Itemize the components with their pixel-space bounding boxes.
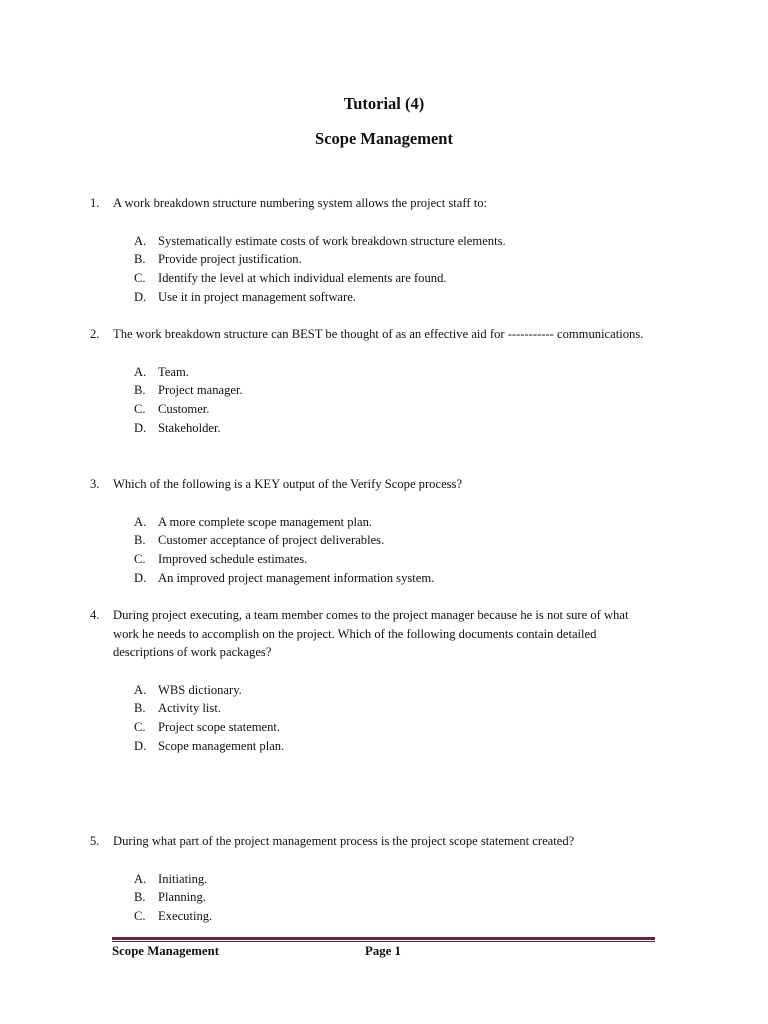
option-item (134, 400, 650, 419)
option-text: Executing. (158, 908, 213, 923)
option-item (134, 550, 650, 569)
question-2 (90, 325, 650, 437)
option-letter: C. (134, 908, 146, 923)
option-item (134, 363, 650, 382)
option-text: Systematically estimate costs of work breakdown structure elements. (158, 233, 506, 248)
footer-document-title: Scope Management (112, 944, 219, 958)
option-item (134, 288, 650, 307)
option-letter: A. (134, 514, 147, 529)
option-letter: C. (134, 551, 146, 566)
footer-page-number: Page 1 (365, 944, 401, 958)
option-item (134, 513, 650, 532)
option-item (134, 870, 650, 889)
option-text: An improved project management information system. (158, 570, 435, 585)
option-list (90, 363, 650, 438)
option-letter: A. (134, 682, 147, 697)
option-item (134, 718, 650, 737)
option-text: Stakeholder. (158, 420, 221, 435)
option-letter: B. (134, 533, 146, 548)
question-text: A work breakdown structure numbering system allows the project staff to: (113, 196, 487, 210)
option-letter: A. (134, 233, 147, 248)
option-text: Initiating. (158, 871, 208, 886)
question-1 (90, 194, 650, 306)
option-item (134, 381, 650, 400)
option-item (134, 250, 650, 269)
option-text: Use it in project management software. (158, 289, 356, 304)
option-letter: D. (134, 420, 147, 435)
question-number: 2. (90, 327, 100, 341)
option-letter: C. (134, 270, 146, 285)
option-letter: B. (134, 252, 146, 267)
question-number: 1. (90, 196, 100, 210)
option-text: Project scope statement. (158, 719, 281, 734)
option-letter: A. (134, 364, 147, 379)
page-title: Tutorial (4) (343, 94, 425, 113)
option-letter: A. (134, 871, 147, 886)
footer-divider-thin (112, 941, 655, 942)
question-3 (90, 475, 650, 587)
question-text: The work breakdown structure can BEST be thought of as an effective aid for ----------- communications. (113, 327, 644, 341)
option-item (134, 232, 650, 251)
option-text: Improved schedule estimates. (158, 551, 308, 566)
option-text: A more complete scope management plan. (158, 514, 373, 529)
option-text: Identify the level at which individual elements are found. (158, 270, 447, 285)
question-text: During what part of the project management process is the project scope statement created? (113, 834, 575, 848)
option-letter: B. (134, 383, 146, 398)
option-item (134, 531, 650, 550)
question-number: 4. (90, 608, 100, 622)
option-item (134, 888, 650, 907)
option-letter: C. (134, 401, 146, 416)
option-item (134, 681, 650, 700)
option-list (90, 232, 650, 307)
option-text: Team. (158, 364, 189, 379)
option-text: Scope management plan. (158, 738, 285, 753)
option-text: Project manager. (158, 383, 243, 398)
question-number: 5. (90, 834, 100, 848)
option-text: WBS dictionary. (158, 682, 242, 697)
option-letter: D. (134, 289, 147, 304)
option-letter: B. (134, 701, 146, 716)
option-letter: D. (134, 738, 147, 753)
option-text: Activity list. (158, 701, 221, 716)
option-item (134, 419, 650, 438)
question-number: 3. (90, 477, 100, 491)
option-list (90, 681, 650, 756)
page-subtitle: Scope Management (315, 129, 453, 148)
option-text: Customer acceptance of project deliverables. (158, 533, 385, 548)
footer-divider (112, 937, 655, 940)
option-text: Provide project justification. (158, 252, 302, 267)
option-list (90, 870, 650, 926)
question-text: Which of the following is a KEY output of the Verify Scope process? (113, 477, 463, 491)
option-item (134, 269, 650, 288)
option-item (134, 569, 650, 588)
option-letter: D. (134, 570, 147, 585)
option-list (90, 513, 650, 588)
option-letter: C. (134, 719, 146, 734)
question-5 (90, 832, 650, 926)
option-text: Customer. (158, 401, 210, 416)
option-item (134, 737, 650, 756)
question-4 (90, 606, 650, 755)
option-letter: B. (134, 890, 146, 905)
option-item (134, 907, 650, 926)
question-text: During project executing, a team member comes to the project manager because he is not sure of what work he needs to accomplish on the project. Which of the following documents contain detailed descriptions of work packages? (113, 608, 629, 659)
option-text: Planning. (158, 890, 206, 905)
option-item (134, 699, 650, 718)
